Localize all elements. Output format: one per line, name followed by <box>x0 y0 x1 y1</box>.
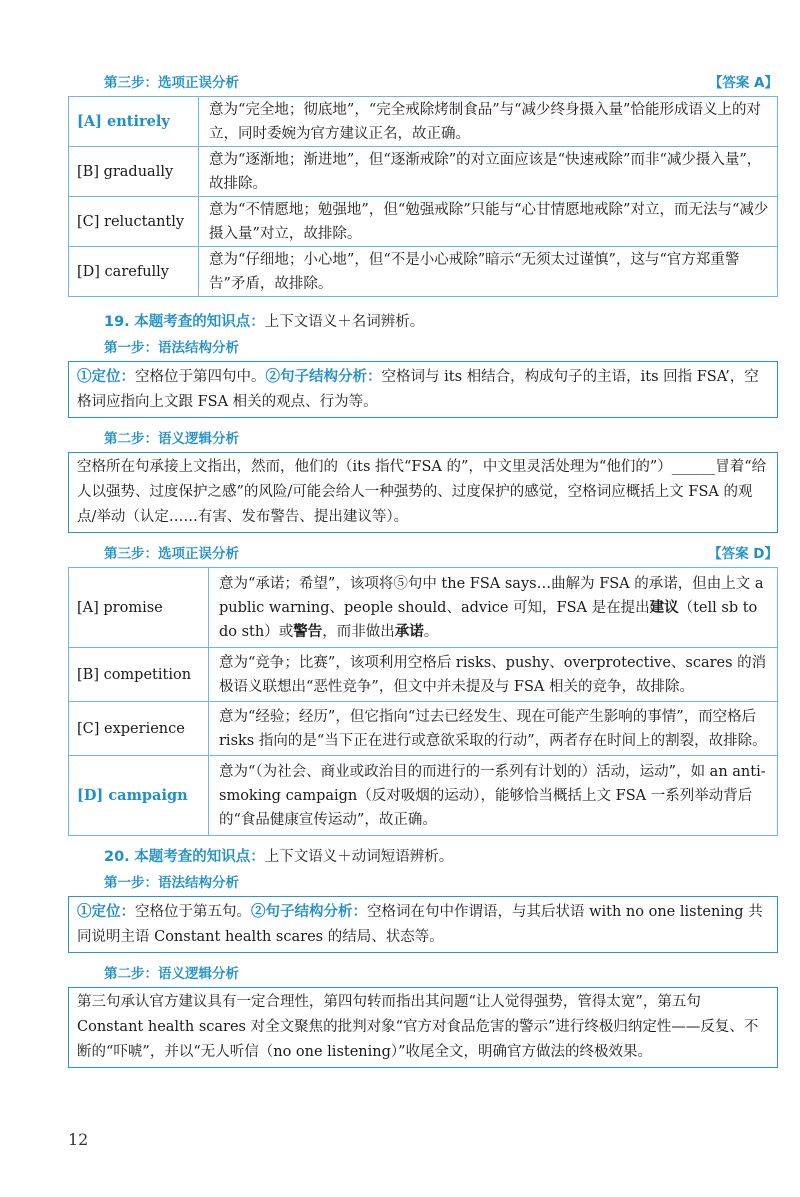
option-label: [D] campaign <box>69 756 209 836</box>
page-number: 12 <box>68 1130 89 1149</box>
q19-answer: 【答案 D】 <box>708 546 778 562</box>
q20-step2-box: 第三句承认官方建议具有一定合理性，第四句转而指出其问题“让人觉得强势，管得太宽”，第五句 Constant health scares 对全文聚焦的批判对象“官方对食品危害的警示”进行终极归纳定性——反复、不断的“吓唬”，并以“无人听信（no one listening）”收尾全文，明确官方做法的终极效果。 <box>68 987 778 1068</box>
q20-heading <box>68 844 778 870</box>
option-explanation: 意为“完全地；彻底地”，“完全戒除烤制食品”与“减少终身摄入量”恰能形成语义上的对立，同时委婉为官方建议正名，故正确。 <box>199 97 778 147</box>
q19-structure-tag: ②句子结构分析： <box>265 368 382 385</box>
q20-kp-text: 上下文语义＋动词短语辨析。 <box>264 849 454 865</box>
table-row <box>69 648 778 702</box>
q20-structure-tag: ②句子结构分析： <box>251 903 367 920</box>
q18-step3-title: 第三步：选项正误分析 <box>104 75 239 91</box>
q18-options-table <box>68 96 778 297</box>
q19-step1-box <box>68 361 778 418</box>
table-row <box>69 97 778 147</box>
q18-step3-heading <box>68 70 778 96</box>
option-label: [D] carefully <box>69 247 199 297</box>
q20-step1-heading: 第一步：语法结构分析 <box>104 875 239 891</box>
q19-kp-label: 本题考查的知识点： <box>134 314 265 330</box>
table-row <box>69 702 778 756</box>
table-row <box>69 247 778 297</box>
option-explanation: 意为“竞争；比赛”，该项利用空格后 risks、pushy、overprotective、scares 的消极语义联想出“恶性竞争”，但文中并未提及与 FSA 相关的竞争，故排除。 <box>209 648 778 702</box>
option-label: [C] experience <box>69 702 209 756</box>
option-text-part: ，而非做出 <box>322 623 395 640</box>
q20-step1-box <box>68 896 778 953</box>
q19-locate-tag: ①定位： <box>77 368 135 385</box>
option-text-bold: 承诺 <box>394 622 424 640</box>
q19-options-table <box>68 567 778 836</box>
table-row <box>69 756 778 836</box>
table-row <box>69 147 778 197</box>
q19-step2-heading: 第二步：语义逻辑分析 <box>104 431 239 447</box>
q19-step3-title: 第三步：选项正误分析 <box>104 546 239 562</box>
page-content <box>68 70 778 1076</box>
q20-structure-text: 空格词在句中作谓语，与其后状语 with no one listening 共同说明主语 Constant health scares 的结局、状态等。 <box>77 904 763 945</box>
option-text-part: （tell sb to do sth）或 <box>219 599 758 640</box>
q19-step1-heading: 第一步：语法结构分析 <box>104 340 239 356</box>
q19-structure-text: 空格词与 its 相结合，构成句子的主语，its 回指 FSA’，空格词应指向上文跟 FSA 相关的观点、行为等。 <box>77 369 759 410</box>
q19-kp-text: 上下文语义＋名词辨析。 <box>264 314 425 330</box>
option-text-bold: 警告 <box>293 622 323 640</box>
q19-locate-text: 空格位于第四句中。 <box>135 369 266 385</box>
option-text-part: 意为“承诺；希望”，该项将⑤句中 the FSA says…曲解为 FSA 的承诺，但由上文 a public warning、people should、advice 可知，FSA 是在提出 <box>219 575 764 616</box>
q20-kp-label: 本题考查的知识点： <box>134 849 265 865</box>
option-explanation: 意为“不情愿地；勉强地”，但“勉强戒除”只能与“心甘情愿地戒除”对立，而无法与“减少摄入量”对立，故排除。 <box>199 197 778 247</box>
table-row <box>69 197 778 247</box>
option-label: [A] promise <box>69 568 209 648</box>
option-explanation: 意为“（为社会、商业或政治目的而进行的一系列有计划的）活动，运动”，如 an anti-smoking campaign（反对吸烟的运动），能够恰当概括上文 FSA 一系列举动背后的“食品健康宣传运动”，故正确。 <box>209 756 778 836</box>
option-label: [B] competition <box>69 648 209 702</box>
option-explanation: 意为“逐渐地；渐进地”，但“逐渐戒除”的对立面应该是“快速戒除”而非“减少摄入量”，故排除。 <box>199 147 778 197</box>
option-explanation <box>209 568 778 648</box>
option-label: [B] gradually <box>69 147 199 197</box>
option-text-part: 。 <box>423 623 439 640</box>
q19-step3-heading <box>68 541 778 567</box>
q19-step2-box: 空格所在句承接上文指出，然而，他们的（its 指代“FSA 的”，中文里灵活处理为“他们的”）______冒着“给人以强势、过度保护之感”的风险/可能会给人一种强势的、过度保护的感觉，空格词应概括上文 FSA 的观点/举动（认定……有害、发布警告、提出建议等）。 <box>68 452 778 533</box>
option-text-bold: 建议 <box>649 598 679 616</box>
q20-locate-text: 空格位于第五句。 <box>135 904 251 920</box>
q20-step2-heading: 第二步：语义逻辑分析 <box>104 966 239 982</box>
q20-locate-tag: ①定位： <box>77 903 135 920</box>
option-label: [C] reluctantly <box>69 197 199 247</box>
q18-answer: 【答案 A】 <box>708 75 778 91</box>
q20-number: 20. <box>104 849 130 865</box>
q19-heading <box>68 309 778 335</box>
table-row <box>69 568 778 648</box>
option-label: [A] entirely <box>69 97 199 147</box>
option-explanation: 意为“经验；经历”，但它指向“过去已经发生、现在可能产生影响的事情”，而空格后 risks 指向的是“当下正在进行或意欲采取的行动”，两者存在时间上的割裂，故排除。 <box>209 702 778 756</box>
q19-number: 19. <box>104 314 130 330</box>
option-explanation: 意为“仔细地；小心地”，但“不是小心戒除”暗示“无须太过谨慎”，这与“官方郑重警告”矛盾，故排除。 <box>199 247 778 297</box>
